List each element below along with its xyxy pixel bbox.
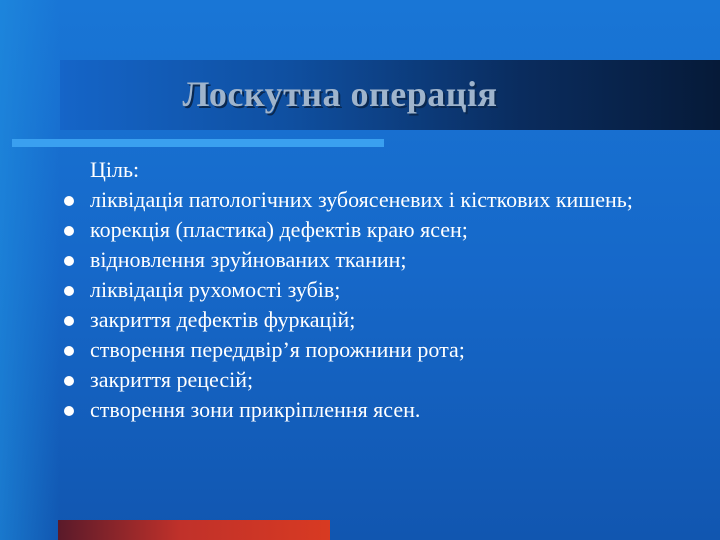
bullet-item [60,305,710,335]
title-accent-bar [12,139,384,147]
bullet-dot-icon [64,286,74,296]
bullet-dot-icon [64,316,74,326]
bullet-item [60,395,710,425]
bullet-dot-icon [64,346,74,356]
bullet-text: ліквідація патологічних зубоясеневих і кісткових кишень; [90,187,633,212]
bullet-item [60,335,710,365]
bullet-list [60,185,710,425]
bullet-text: створення зони прикріплення ясен. [90,397,421,422]
bullet-text: відновлення зруйнованих тканин; [90,247,407,272]
bullet-dot-icon [64,196,74,206]
bullet-item [60,275,710,305]
bullet-dot-icon [64,376,74,386]
slide-title: Лоскутна операція [182,74,498,114]
left-gradient-shade [0,0,60,540]
bullet-dot-icon [64,406,74,416]
bullet-dot-icon [64,256,74,266]
bullet-item [60,185,710,215]
goal-label: Ціль: [90,157,140,182]
bullet-dot-icon [64,226,74,236]
bullet-text: створення переддвір’я порожнини рота; [90,337,465,362]
bullet-item [60,215,710,245]
bullet-item [60,245,710,275]
bullet-item [60,365,710,395]
bullet-text: корекція (пластика) дефектів краю ясен; [90,217,468,242]
bullet-text: закриття дефектів фуркацій; [90,307,356,332]
bullet-text: закриття рецесій; [90,367,254,392]
bottom-accent-bar [58,520,330,540]
bullet-text: ліквідація рухомості зубів; [90,277,341,302]
slide-content [60,155,710,425]
